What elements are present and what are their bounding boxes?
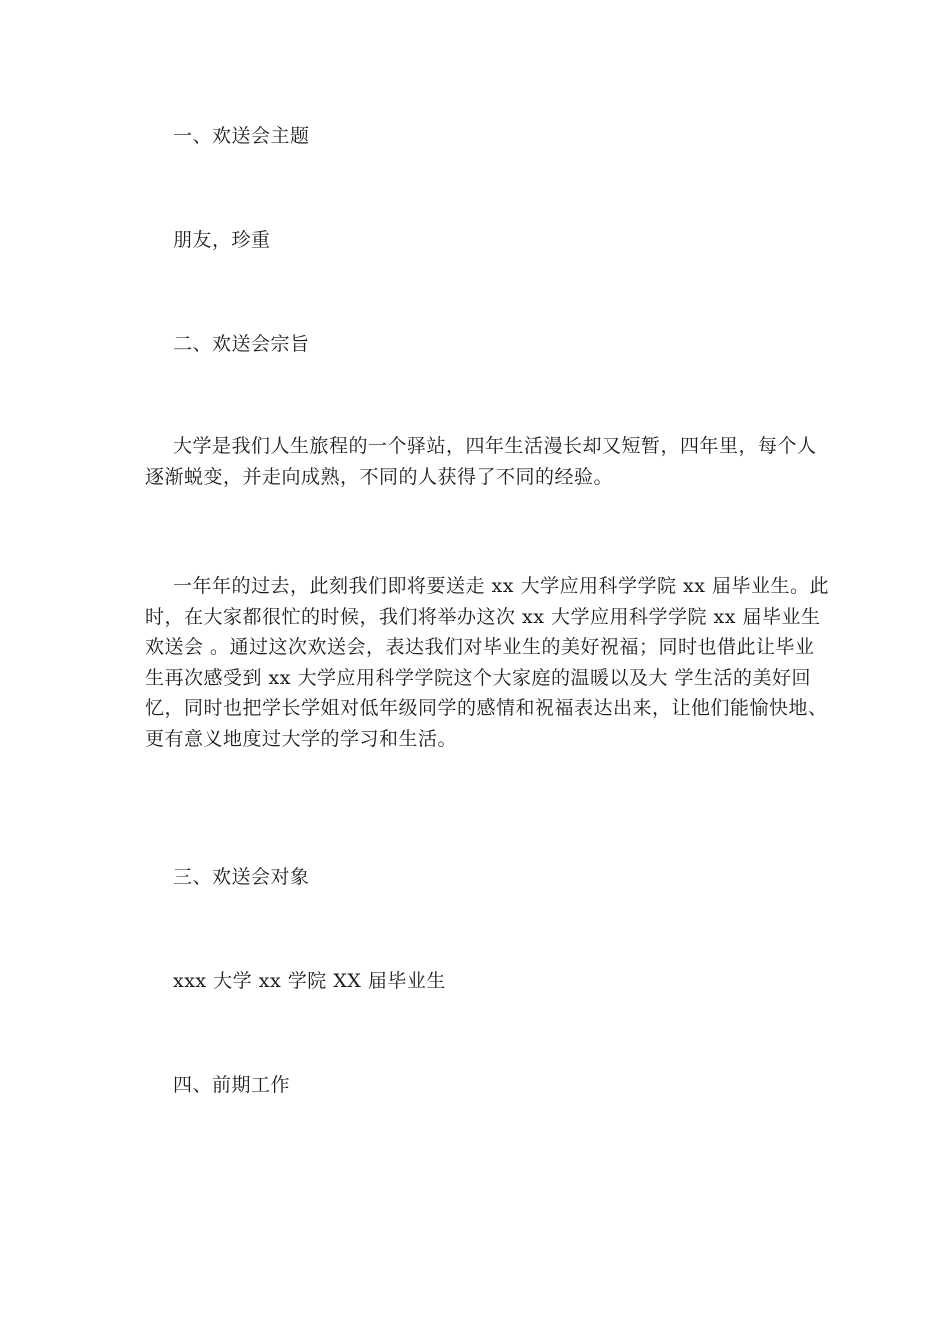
paragraph-line: 逐渐蜕变，并走向成熟，不同的人获得了不同的经验。 (145, 465, 614, 488)
paragraph-line: 大学是我们人生旅程的一个驿站，四年生活漫长却又短暂，四年里，每个人 (173, 435, 817, 457)
section-3-body: xxx 大学 xx 学院 XX 届毕业生 (173, 970, 446, 992)
paragraph-line: 生再次感受到 xx 大学应用科学学院这个大家庭的温暖以及大 学生活的美好回 (145, 666, 812, 689)
paragraph-line: 欢送会 。通过这次欢送会，表达我们对毕业生的美好祝福；同时也借此让毕业 (145, 636, 815, 658)
paragraph-line: 忆，同时也把学长学姐对低年级同学的感情和祝福表达出来，让他们能愉快地、 (145, 697, 828, 719)
section-2-paragraph-1 (145, 431, 817, 492)
section-4-heading: 四、前期工作 (173, 1074, 291, 1096)
paragraph-line: 一年年的过去，此刻我们即将要送走 xx 大学应用科学学院 xx 届毕业生。此 (173, 575, 830, 597)
paragraph-line: 时，在大家都很忙的时候，我们将举办这次 xx 大学应用科学学院 xx 届毕业生 (145, 605, 821, 628)
section-2-paragraph-2 (145, 571, 830, 754)
section-2-heading: 二、欢送会宗旨 (173, 333, 310, 355)
section-1-heading: 一、欢送会主题 (173, 125, 310, 147)
section-3-heading: 三、欢送会对象 (173, 866, 310, 888)
paragraph-line: 更有意义地度过大学的学习和生活。 (145, 727, 458, 750)
section-1-body: 朋友，珍重 (173, 229, 271, 251)
